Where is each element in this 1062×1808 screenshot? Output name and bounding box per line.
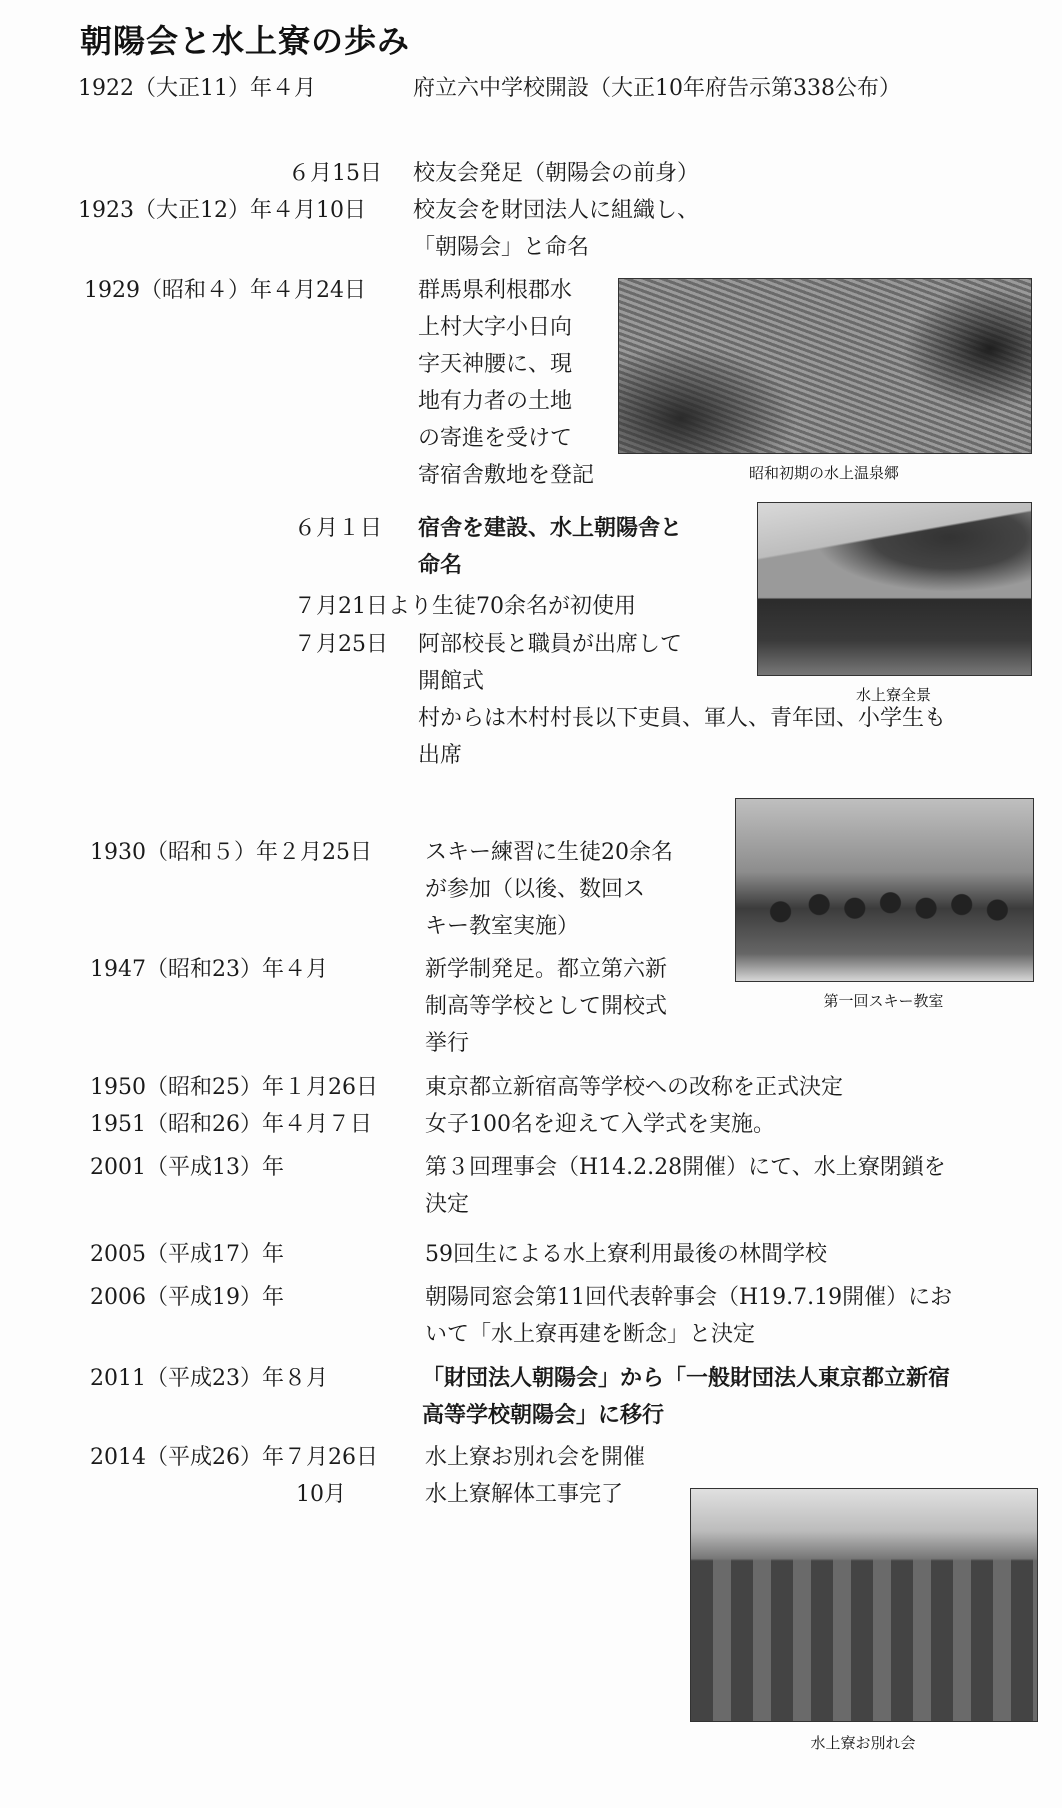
entry-text: が参加（以後、数回ス — [425, 877, 646, 902]
entry-text: の寄進を受けて — [418, 426, 573, 451]
photo-caption: 昭和初期の水上温泉郷 — [748, 464, 899, 482]
entry-date: ７月21日より生徒70余名が初使用 — [294, 594, 636, 619]
entry-text: 制高等学校として開校式 — [425, 994, 668, 1019]
entry-date: 1929（昭和４）年４月24日 — [84, 278, 366, 303]
entry-text: 開館式 — [418, 669, 485, 694]
entry-text: 校友会発足（朝陽会の前身） — [413, 161, 700, 186]
entry-date: 2005（平成17）年 — [90, 1242, 284, 1267]
entry-text: 水上寮お別れ会を開催 — [425, 1445, 646, 1470]
entry-text: 上村大字小日向 — [418, 315, 573, 340]
entry-text: いて「水上寮再建を断念」と決定 — [425, 1322, 756, 1347]
entry-date: 1922（大正11）年４月 — [78, 76, 316, 101]
page-title: 朝陽会と水上寮の歩み — [80, 22, 411, 60]
entry-text: 「財団法人朝陽会」から「一般財団法人東京都立新宿 — [422, 1365, 951, 1391]
entry-text: 決定 — [425, 1192, 470, 1217]
entry-date: 1923（大正12）年４月10日 — [78, 198, 366, 223]
ski-class-photo — [735, 798, 1034, 982]
onsen-village-photo — [618, 278, 1032, 454]
entry-date: 1947（昭和23）年４月 — [90, 957, 328, 982]
entry-text: 府立六中学校開設（大正10年府告示第338公布） — [413, 76, 901, 101]
entry-text: 挙行 — [425, 1031, 470, 1056]
entry-text: 命名 — [418, 552, 463, 578]
entry-text: 水上寮解体工事完了 — [425, 1482, 624, 1507]
entry-date: 2001（平成13）年 — [90, 1155, 284, 1180]
entry-date: 2006（平成19）年 — [90, 1285, 284, 1310]
entry-text: 59回生による水上寮利用最後の林間学校 — [425, 1242, 827, 1267]
farewell-party-photo — [690, 1488, 1038, 1722]
entry-text: 校友会を財団法人に組織し、 — [413, 198, 700, 223]
entry-text: 女子100名を迎えて入学式を実施。 — [425, 1112, 775, 1137]
entry-text: 字天神腰に、現 — [418, 352, 573, 377]
entry-text: 阿部校長と職員が出席して — [418, 632, 683, 657]
entry-text: 東京都立新宿高等学校への改称を正式決定 — [425, 1075, 844, 1100]
entry-date: 2011（平成23）年８月 — [90, 1366, 328, 1391]
entry-text: 村からは木村村長以下吏員、軍人、青年団、小学生も — [418, 706, 947, 731]
entry-date: 2014（平成26）年７月26日 — [90, 1445, 378, 1470]
photo-caption: 第一回スキー教室 — [823, 992, 944, 1010]
entry-text: 地有力者の土地 — [418, 389, 573, 414]
entry-text: 群馬県利根郡水 — [418, 278, 573, 303]
entry-date: ６月１日 — [294, 516, 383, 541]
entry-text: キー教室実施） — [425, 914, 580, 939]
entry-text: 第３回理事会（H14.2.28開催）にて、水上寮閉鎖を — [425, 1155, 946, 1180]
entry-date: 1930（昭和５）年２月25日 — [90, 840, 372, 865]
entry-date: 1950（昭和25）年１月26日 — [90, 1075, 378, 1100]
entry-text: 宿舎を建設、水上朝陽舎と — [418, 515, 683, 541]
entry-text: 新学制発足。都立第六新 — [425, 957, 668, 982]
entry-date: ６月15日 — [288, 161, 382, 186]
photo-caption: 水上寮全景 — [855, 686, 931, 704]
entry-text: 「朝陽会」と命名 — [413, 235, 590, 260]
entry-date: 1951（昭和26）年４月７日 — [90, 1112, 372, 1137]
entry-text: 出席 — [418, 743, 463, 768]
entry-date: ７月25日 — [294, 632, 388, 657]
entry-text: 寄宿舎敷地を登記 — [418, 463, 595, 488]
entry-text: スキー練習に生徒20余名 — [425, 840, 673, 865]
entry-text: 高等学校朝陽会」に移行 — [422, 1402, 665, 1428]
entry-date: 10月 — [296, 1482, 346, 1507]
entry-text: 朝陽同窓会第11回代表幹事会（H19.7.19開催）にお — [425, 1285, 953, 1310]
photo-caption: 水上寮お別れ会 — [810, 1734, 916, 1752]
